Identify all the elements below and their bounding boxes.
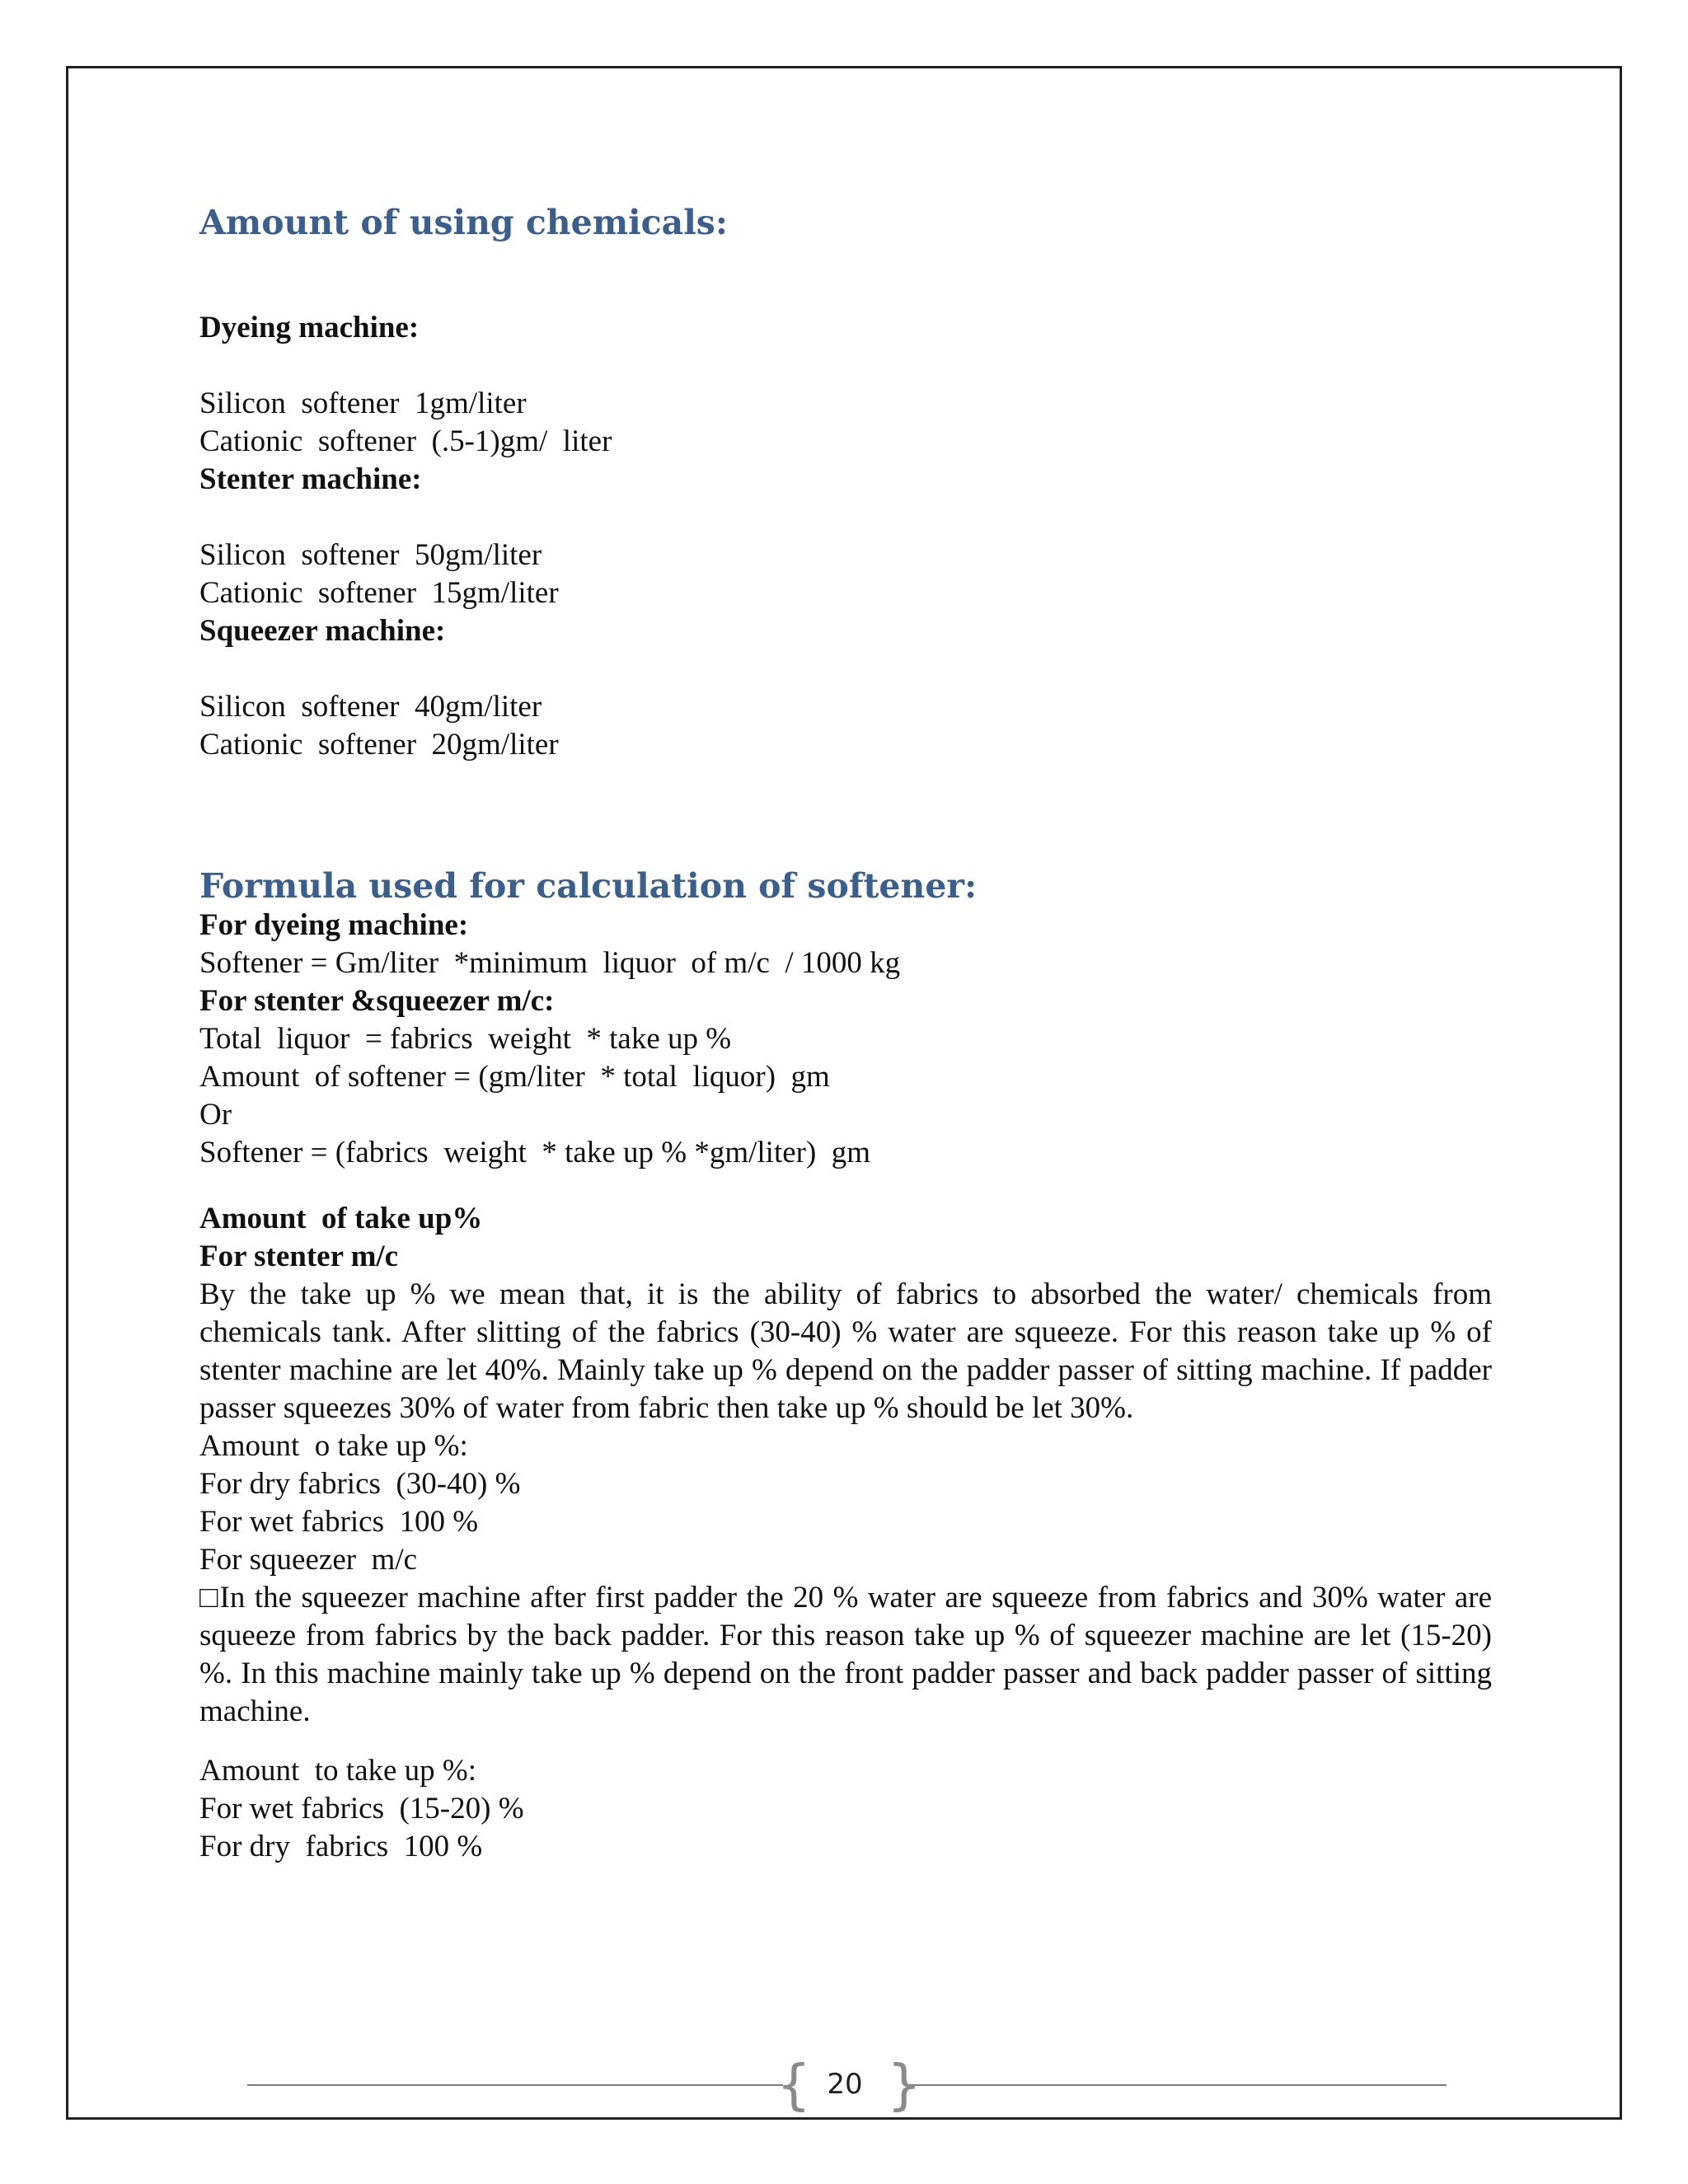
- stenter-paragraph: By the take up % we mean that, it is the ability of fabrics to absorbed the water/ chemicals from chemicals tank. After slitting of the fabrics (30-40) % water are squeeze. For this reason take up % of stenter machine are let 40%. Mainly take up % depend on the padder passer of sitting machine. If padder passer squeezes 30% of water from fabric then take up % should be let 30%.: [199, 1277, 1492, 1426]
- stenter-amount-4: For squeezer m/c: [199, 1543, 418, 1577]
- formula-dyeing-label: For dyeing machine:: [199, 908, 469, 943]
- left-bracket-icon: {: [776, 2053, 811, 2116]
- footer-rule-left: [247, 2084, 783, 2086]
- takeup-label: Amount of take up%: [199, 1202, 483, 1236]
- stenter-amount-3: For wet fabrics 100 %: [199, 1505, 479, 1540]
- stenter-line-2: Cationic softener 15gm/liter: [199, 576, 559, 611]
- page-number: 20: [827, 2068, 863, 2101]
- formula-line-4: Softener = (fabrics weight * take up % *gm/liter) gm: [199, 1136, 871, 1170]
- squeezer-paragraph: □In the squeezer machine after first padder the 20 % water are squeeze from fabrics and 30% water are squeeze from fabrics by the back padder. For this reason take up % of squeezer machine are let (15-20) %. In this machine mainly take up % depend on the front padder passer and back padder passer of sitting machine.: [199, 1581, 1492, 1729]
- formula-line-1: Total liquor = fabrics weight * take up %: [199, 1022, 732, 1057]
- squeezer-amount-2: For wet fabrics (15-20) %: [199, 1792, 524, 1826]
- section-formula: [199, 866, 1492, 1866]
- squeezer-amount-3: For dry fabrics 100 %: [199, 1830, 483, 1864]
- right-bracket-icon: }: [887, 2053, 921, 2116]
- dyeing-line-2: Cationic softener (.5-1)gm/ liter: [199, 424, 612, 459]
- squeezer-line-1: Silicon softener 40gm/liter: [199, 690, 542, 724]
- section-title-chemicals: Amount of using chemicals:: [199, 203, 728, 242]
- stenter-machine-label: Stenter machine:: [199, 462, 422, 497]
- stenter-amount-2: For dry fabrics (30-40) %: [199, 1467, 521, 1502]
- stenter-amount-1: Amount o take up %:: [199, 1429, 468, 1464]
- stenter-line-1: Silicon softener 50gm/liter: [199, 538, 542, 573]
- formula-stenter-squeezer-label: For stenter &squeezer m/c:: [199, 984, 555, 1019]
- squeezer-amount-1: Amount to take up %:: [199, 1754, 477, 1788]
- footer-rule-right: [907, 2084, 1447, 2086]
- squeezer-machine-label: Squeezer machine:: [199, 614, 446, 649]
- formula-line-3: Or: [199, 1098, 232, 1132]
- section-title-formula: Formula used for calculation of softener:: [199, 866, 978, 907]
- dyeing-machine-label: Dyeing machine:: [199, 311, 420, 345]
- document-body: [199, 190, 1492, 1866]
- formula-dyeing-line: Softener = Gm/liter *minimum liquor of m/c / 1000 kg: [199, 946, 901, 981]
- squeezer-line-2: Cationic softener 20gm/liter: [199, 728, 559, 762]
- section-chemicals: [199, 190, 1492, 764]
- dyeing-line-1: Silicon softener 1gm/liter: [199, 387, 527, 421]
- stenter-mc-label: For stenter m/c: [199, 1240, 399, 1274]
- formula-line-2: Amount of softener = (gm/liter * total liquor) gm: [199, 1060, 830, 1094]
